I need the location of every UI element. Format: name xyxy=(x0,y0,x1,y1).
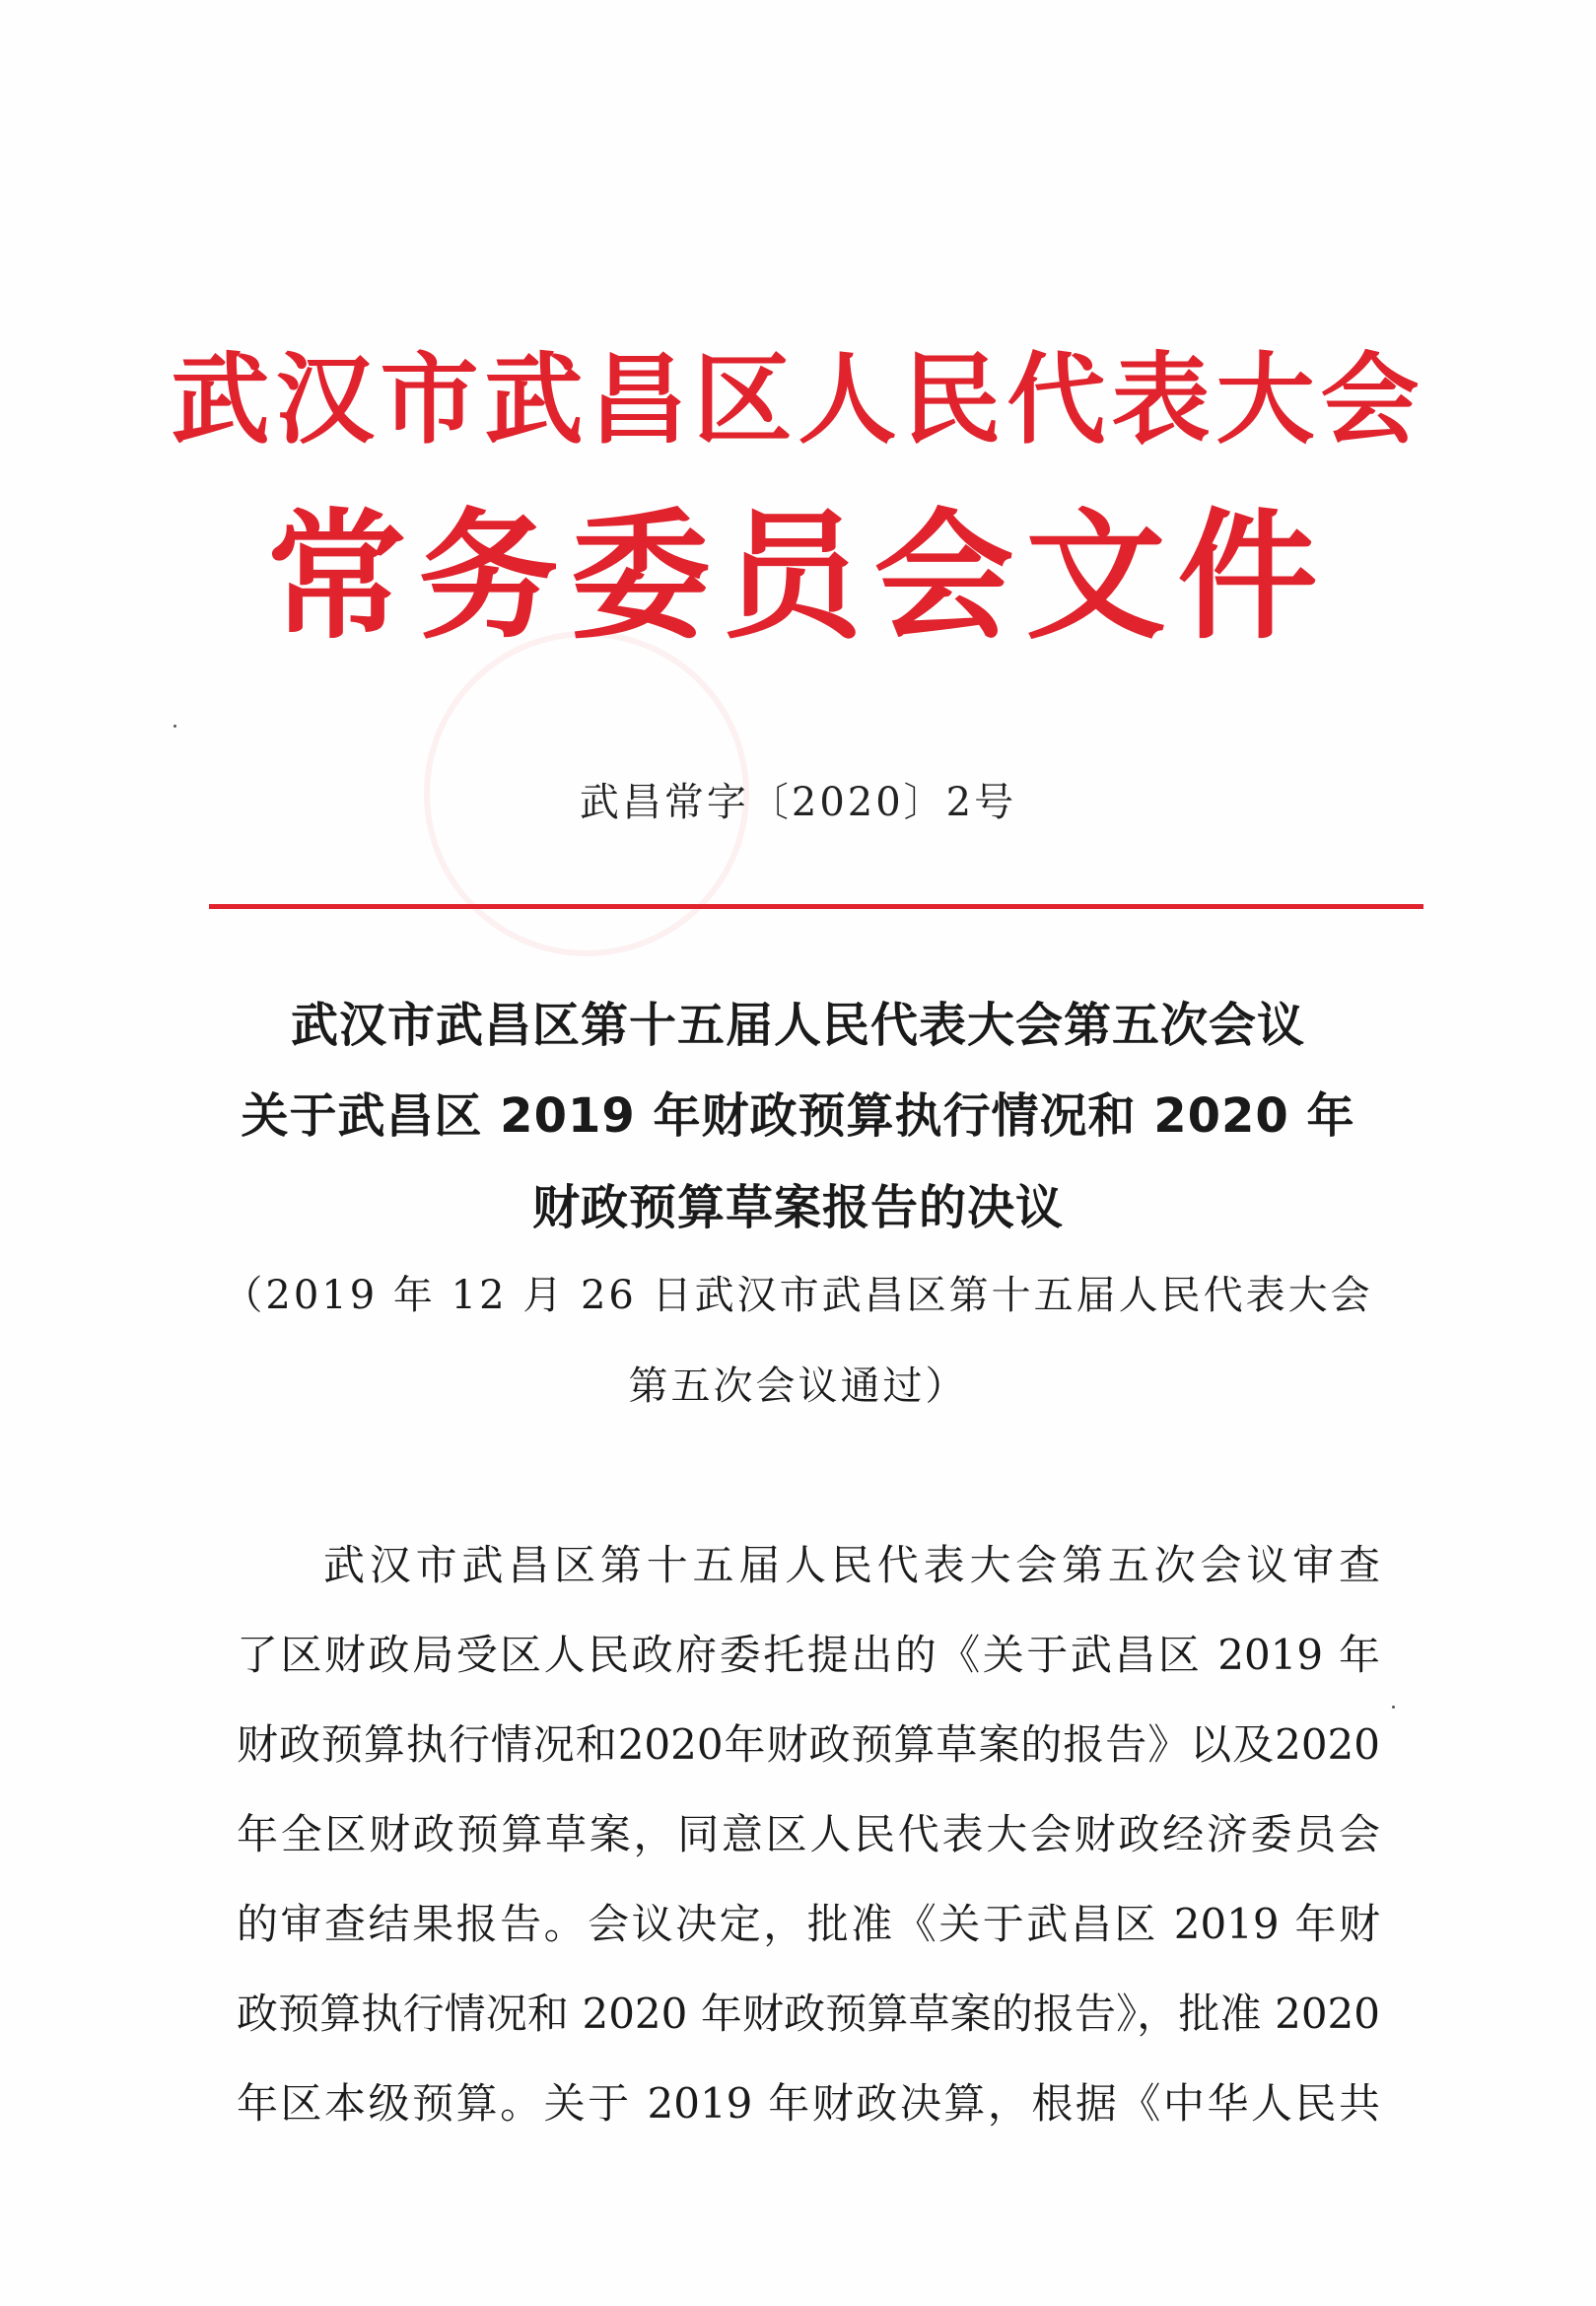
body-paragraph-line: 财政预算执行情况和2020年财政预算草案的报告》以及2020 xyxy=(237,1720,1380,1769)
body-paragraph-line: 的审查结果报告。会议决定，批准《关于武昌区 2019 年财 xyxy=(237,1900,1380,1948)
document-number: 武昌常字〔2020〕2号 xyxy=(579,780,1017,825)
body-paragraph-line: 年区本级预算。关于 2019 年财政决算，根据《中华人民共 xyxy=(237,2079,1380,2128)
scan-speck xyxy=(1392,1706,1395,1709)
red-separator-rule xyxy=(209,904,1423,909)
letterhead-title-line1: 武汉市武昌区人民代表大会 xyxy=(171,341,1425,457)
resolution-title-line2: 关于武昌区 2019 年财政预算执行情况和 2020 年 xyxy=(241,1088,1355,1144)
body-paragraph-line: 政预算执行情况和 2020 年财政预算草案的报告》，批准 2020 xyxy=(237,1990,1380,2038)
resolution-title-line3: 财政预算草案报告的决议 xyxy=(531,1180,1064,1235)
adoption-note-line2: 第五次会议通过） xyxy=(628,1363,968,1409)
scan-speck xyxy=(173,725,176,728)
resolution-title-line1: 武汉市武昌区第十五届人民代表大会第五次会议 xyxy=(290,998,1305,1053)
adoption-note-line1: （2019 年 12 月 26 日武汉市武昌区第十五届人民代表大会 xyxy=(223,1273,1373,1318)
body-paragraph-line: 武汉市武昌区第十五届人民代表大会第五次会议审查 xyxy=(323,1541,1380,1589)
body-paragraph-line: 年全区财政预算草案，同意区人民代表大会财政经济委员会 xyxy=(237,1810,1380,1858)
letterhead-title-line2: 常务委员会文件 xyxy=(266,495,1330,659)
body-paragraph-line: 了区财政局受区人民政府委托提出的《关于武昌区 2019 年 xyxy=(237,1631,1380,1679)
